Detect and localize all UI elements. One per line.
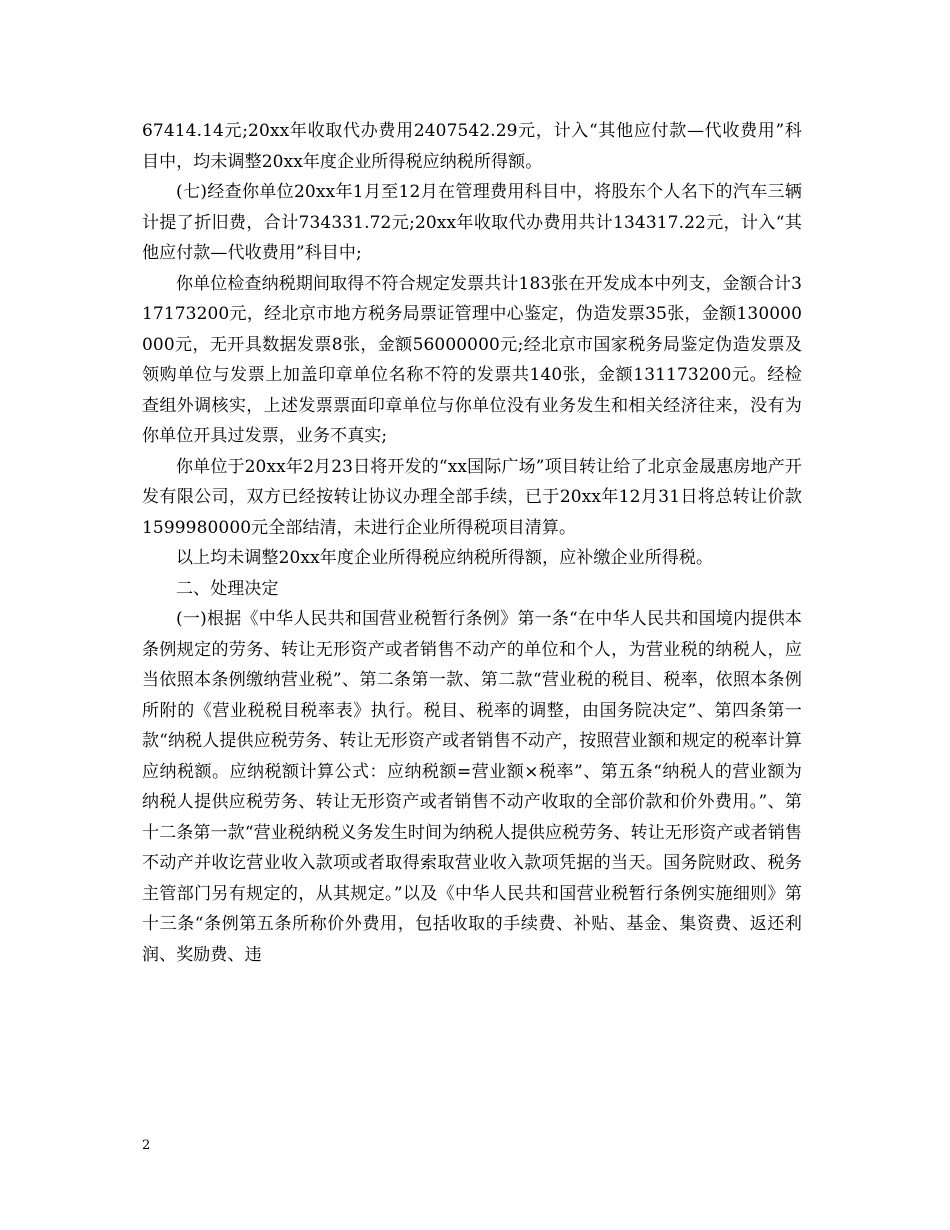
- section-heading: 二、处理决定: [176, 578, 279, 599]
- paragraph: 你单位检查纳税期间取得不符合规定发票共计183张在开发成本中列支，金额合计317173200元，经北京市地方税务局票证管理中心鉴定，伪造发票35张，金额130000000元，无开具数据发票8张，金额56000000元;经北京市国家税务局鉴定伪造发票及领购单位与发票上加盖印章单位名称不符的发票共140张，金额131173200元。经检查组外调核实，上述发票票面印章单位与你单位没有业务发生和相关经济往来，没有为你单位开具过发票，业务不真实;: [142, 273, 802, 446]
- paragraph: 你单位于20xx年2月23日将开发的“xx国际广场”项目转让给了北京金晟惠房地产开发有限公司，双方已经按转让协议办理全部手续，已于20xx年12月31日将总转让价款1599980000元全部结清，未进行企业所得税项目清算。: [142, 456, 802, 538]
- document-body: [142, 116, 802, 970]
- page-number: 2: [142, 1138, 151, 1153]
- paragraph: (七)经查你单位20xx年1月至12月在管理费用科目中，将股东个人名下的汽车三辆计提了折旧费，合计734331.72元;20xx年收取代办费用共计134317.22元，计入“其他应付款—代收费用”科目中;: [142, 182, 802, 263]
- paragraph: 67414.14元;20xx年收取代办费用2407542.29元，计入“其他应付款—代收费用”科目中，均未调整20xx年度企业所得税应纳税所得额。: [142, 121, 802, 172]
- paragraph: (一)根据《中华人民共和国营业税暂行条例》第一条“在中华人民共和国境内提供本条例规定的劳务、转让无形资产或者销售不动产的单位和个人，为营业税的纳税人，应当依照本条例缴纳营业税”、第二条第一款、第二款“营业税的税目、税率，依照本条例所附的《营业税税目税率表》执行。税目、税率的调整，由国务院决定”、第四条第一款“纳税人提供应税劳务、转让无形资产或者销售不动产，按照营业额和规定的税率计算应纳税额。应纳税额计算公式：应纳税额=营业额×税率”、第五条“纳税人的营业额为纳税人提供应税劳务、转让无形资产或者销售不动产收取的全部价款和价外费用。”、第十二条第一款“营业税纳税义务发生时间为纳税人提供应税劳务、转让无形资产或者销售不动产并收讫营业收入款项或者取得索取营业收入款项凭据的当天。国务院财政、税务主管部门另有规定的，从其规定。”以及《中华人民共和国营业税暂行条例实施细则》第十三条“条例第五条所称价外费用，包括收取的手续费、补贴、基金、集资费、返还利润、奖励费、违: [142, 609, 802, 965]
- paragraph: 以上均未调整20xx年度企业所得税应纳税所得额，应补缴企业所得税。: [176, 548, 714, 568]
